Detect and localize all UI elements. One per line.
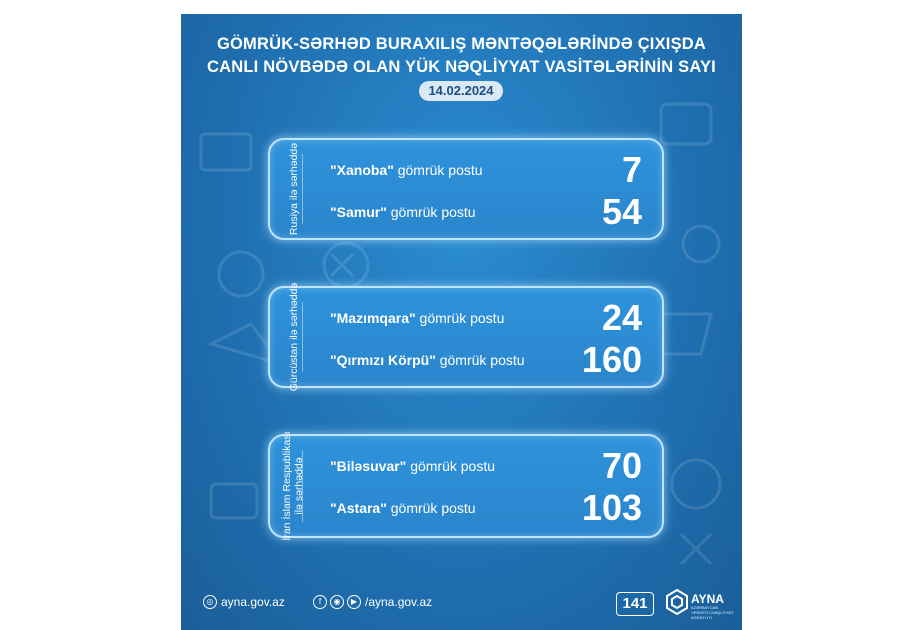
- youtube-icon[interactable]: ▶: [347, 595, 361, 609]
- post-count: 103: [581, 487, 642, 528]
- post-label: [330, 162, 483, 178]
- infographic-poster: [181, 14, 742, 630]
- post-row: [330, 488, 642, 528]
- card-divider: [302, 450, 303, 522]
- post-name: "Xanoba": [330, 162, 394, 178]
- post-name: "Mazımqara": [330, 310, 416, 326]
- globe-icon[interactable]: ◎: [203, 595, 217, 609]
- post-suffix: gömrük postu: [435, 352, 525, 368]
- facebook-icon[interactable]: f: [313, 595, 327, 609]
- footer: [181, 594, 742, 624]
- border-label-line2: ilə sərhəddə: [293, 457, 305, 515]
- brand-subtitle: AZƏRBAYCAN YERÜSTÜ NƏQLİYYAT AGENTLİYİ: [691, 605, 734, 620]
- post-label: [330, 500, 476, 516]
- post-count: 160: [581, 339, 642, 380]
- post-row: [330, 192, 642, 232]
- post-name: "Samur": [330, 204, 387, 220]
- post-suffix: gömrük postu: [386, 500, 476, 516]
- date-badge: 14.02.2024: [419, 81, 503, 101]
- border-card-georgia: [268, 282, 664, 392]
- instagram-icon[interactable]: ◉: [330, 595, 344, 609]
- post-name: "Astara": [330, 500, 387, 516]
- ayna-logo-icon: [665, 588, 689, 616]
- post-row: [330, 298, 642, 338]
- post-row: [330, 150, 642, 190]
- post-name: "Qırmızı Körpü": [330, 352, 436, 368]
- border-label: Rusiya ilə sərhəddə: [288, 142, 300, 236]
- post-label: [330, 204, 476, 220]
- hotline-badge: 141: [616, 592, 654, 616]
- post-count: 24: [601, 297, 642, 338]
- post-suffix: gömrük postu: [393, 162, 483, 178]
- post-suffix: gömrük postu: [406, 458, 496, 474]
- card-divider: [302, 154, 303, 224]
- border-label-line1: İran İslam Respublikası: [281, 431, 293, 541]
- post-row: [330, 446, 642, 486]
- border-card-iran: [268, 431, 664, 541]
- page-title-line2: CANLI NÖVBƏDƏ OLAN YÜK NƏQLİYYAT VASİTƏLƏRİNİN SAYI: [207, 58, 716, 76]
- post-label: [330, 310, 504, 326]
- post-label: [330, 352, 525, 368]
- post-suffix: gömrük postu: [415, 310, 505, 326]
- post-name: "Biləsuvar": [330, 458, 407, 474]
- post-row: [330, 340, 642, 380]
- website-link[interactable]: ayna.gov.az: [221, 595, 285, 609]
- card-divider: [302, 302, 303, 372]
- post-count: 7: [621, 149, 642, 190]
- social-handle[interactable]: /ayna.gov.az: [365, 595, 433, 609]
- post-count: 54: [601, 191, 642, 232]
- post-label: [330, 458, 495, 474]
- page-title-line1: GÖMRÜK-SƏRHƏD BURAXILIŞ MƏNTƏQƏLƏRİNDƏ ÇIXIŞDA: [216, 35, 707, 53]
- post-suffix: gömrük postu: [386, 204, 476, 220]
- border-card-russia: [268, 138, 664, 240]
- brand-name: AYNA: [691, 592, 724, 606]
- post-count: 70: [601, 445, 642, 486]
- border-label: Gürcüstan ilə sərhəddə: [288, 282, 300, 392]
